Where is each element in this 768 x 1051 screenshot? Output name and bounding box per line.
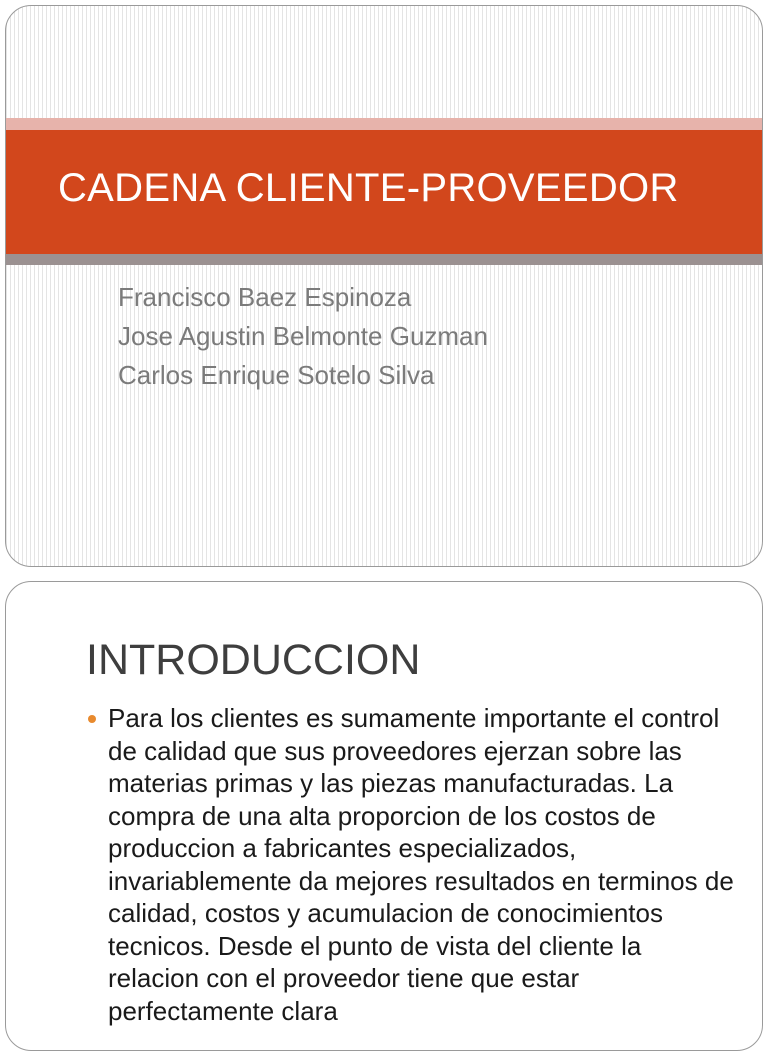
author-name: Jose Agustin Belmonte Guzman [118, 321, 488, 351]
bullet-dot-icon [88, 715, 96, 723]
author-list [118, 278, 488, 395]
slide-heading: INTRODUCCION [86, 636, 421, 684]
title-band-bottom-stripe [6, 254, 762, 265]
bullet-item [88, 702, 738, 1027]
intro-slide [5, 581, 763, 1051]
title-slide [5, 5, 763, 567]
slide-title: CADENA CLIENTE-PROVEEDOR [58, 166, 679, 210]
title-band-top-stripe [6, 118, 762, 130]
bullet-text: Para los clientes es sumamente importante el control de calidad que sus proveedores ejerzan sobre las materias primas y las piezas manufacturadas. La compra de una alta proporcion de los costos de produccion a fabricantes especializados, invariablemente da mejores resultados en terminos de calidad, costos y acumulacion de conocimientos tecnicos. Desde el punto de vista del cliente la relacion con el proveedor tiene que estar perfectamente clara [108, 703, 734, 1026]
bullet-list [88, 702, 738, 1027]
author-name: Carlos Enrique Sotelo Silva [118, 360, 435, 390]
author-name: Francisco Baez Espinoza [118, 282, 412, 312]
